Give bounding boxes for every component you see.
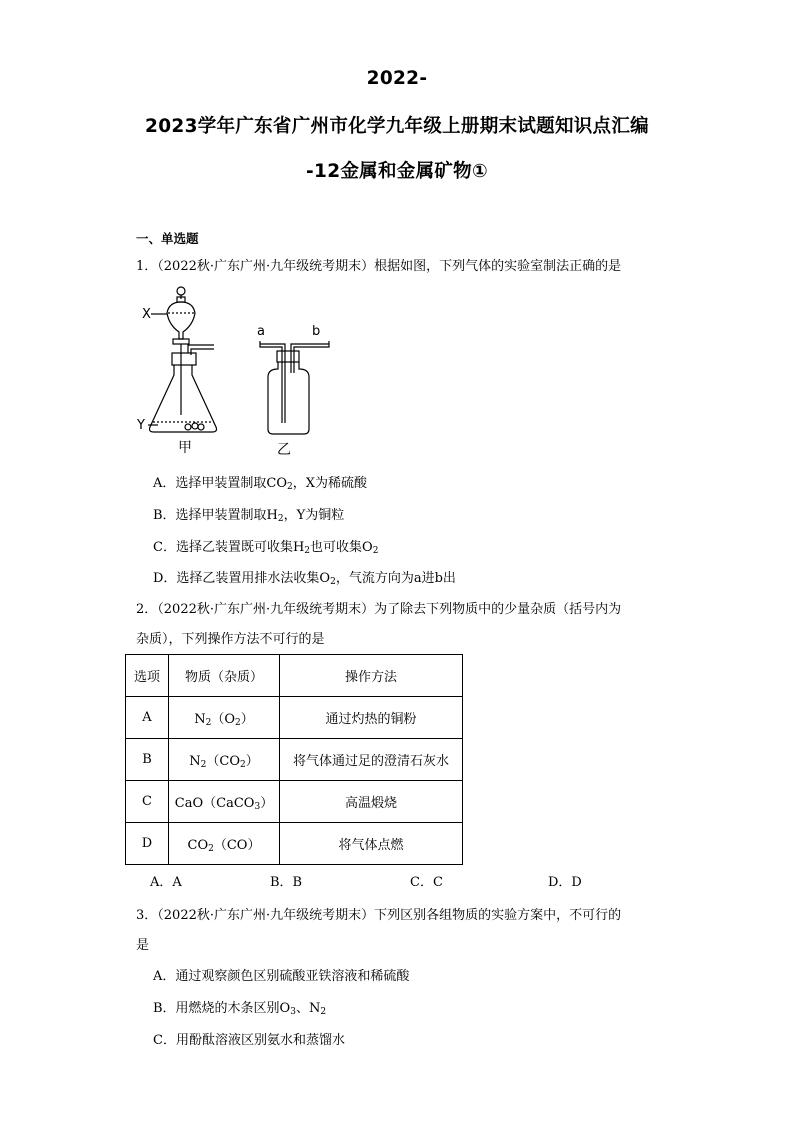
label-y: Y <box>137 418 145 433</box>
section-heading: 一、单选题 <box>136 231 199 246</box>
impurity-table <box>125 654 463 865</box>
apparatus-figure <box>136 283 336 463</box>
table-cell-substance: $N_2(O_2)$ <box>169 697 280 739</box>
table-cell-method: 高温煅烧 <box>280 781 463 823</box>
doc-title-line2: 2023学年广东省广州市化学九年级上册期末试题知识点汇编 <box>145 116 649 137</box>
question-2-text-line2: 杂质），下列操作方法不可行的是 <box>136 632 325 647</box>
q3-option-b: B．用燃烧的木条区别$O_3$、$N_2$ <box>153 1001 327 1017</box>
table-cell-method: 通过灼热的铜粉 <box>280 697 463 739</box>
question-2-text-line1: 2．（2022秋·广东广州·九年级统考期末）为了除去下列物质中的少量杂质（括号内为 <box>136 602 622 617</box>
table-cell-option: C <box>126 781 169 823</box>
label-jia: 甲 <box>178 440 192 456</box>
table-cell-substance: CaO（CaCO$_3$） <box>169 781 280 823</box>
q2-answer-b: B．B <box>270 875 303 890</box>
doc-title-line3: -12金属和金属矿物① <box>306 161 488 182</box>
table-header-cell: 操作方法 <box>280 655 463 697</box>
q1-option-a: A．选择甲装置制取$CO_2$，X为稀硫酸 <box>153 476 367 492</box>
q2-answer-c: C．C <box>410 875 443 890</box>
q1-option-b: B．选择甲装置制取$H_2$，Y为铜粒 <box>153 508 345 524</box>
table-row <box>126 781 463 823</box>
q2-answer-d: D．D <box>548 875 582 890</box>
table-row <box>126 697 463 739</box>
label-x: X <box>142 307 151 322</box>
doc-title-line1: 2022- <box>366 68 428 89</box>
table-cell-option: D <box>126 823 169 865</box>
table-cell-option: A <box>126 697 169 739</box>
q3-option-c: C．用酚酞溶液区别氨水和蒸馏水 <box>153 1033 345 1048</box>
label-b: b <box>312 324 321 339</box>
apparatus-jia <box>148 287 217 432</box>
table-cell-substance: $CO_2(CO)$ <box>169 823 280 865</box>
table-header-cell: 选项 <box>126 655 169 697</box>
table-row <box>126 823 463 865</box>
q1-option-d: D．选择乙装置用排水法收集$O_2$，气流方向为a进b出 <box>153 571 456 587</box>
question-3-text-line2: 是 <box>136 938 150 953</box>
apparatus-yi <box>260 341 329 434</box>
table-row <box>126 739 463 781</box>
table-header-cell: 物质（杂质） <box>169 655 280 697</box>
question-1-text: 1．（2022秋·广东广州·九年级统考期末）根据如图，下列气体的实验室制法正确的是 <box>136 259 622 274</box>
q2-answer-a: A．A <box>150 875 182 890</box>
table-cell-method: 将气体通过足的澄清石灰水 <box>280 739 463 781</box>
label-yi: 乙 <box>277 442 291 458</box>
table-cell-option: B <box>126 739 169 781</box>
q3-option-a: A．通过观察颜色区别硫酸亚铁溶液和稀硫酸 <box>153 969 410 984</box>
table-cell-method: 将气体点燃 <box>280 823 463 865</box>
q1-option-c: C．选择乙装置既可收集$H_2$也可收集$O_2$ <box>153 540 379 556</box>
label-a: a <box>257 324 265 339</box>
table-header-row <box>126 655 463 697</box>
question-3-text-line1: 3．（2022秋·广东广州·九年级统考期末）下列区别各组物质的实验方案中，不可行的 <box>136 908 622 923</box>
table-cell-substance: $N_2(CO_2)$ <box>169 739 280 781</box>
